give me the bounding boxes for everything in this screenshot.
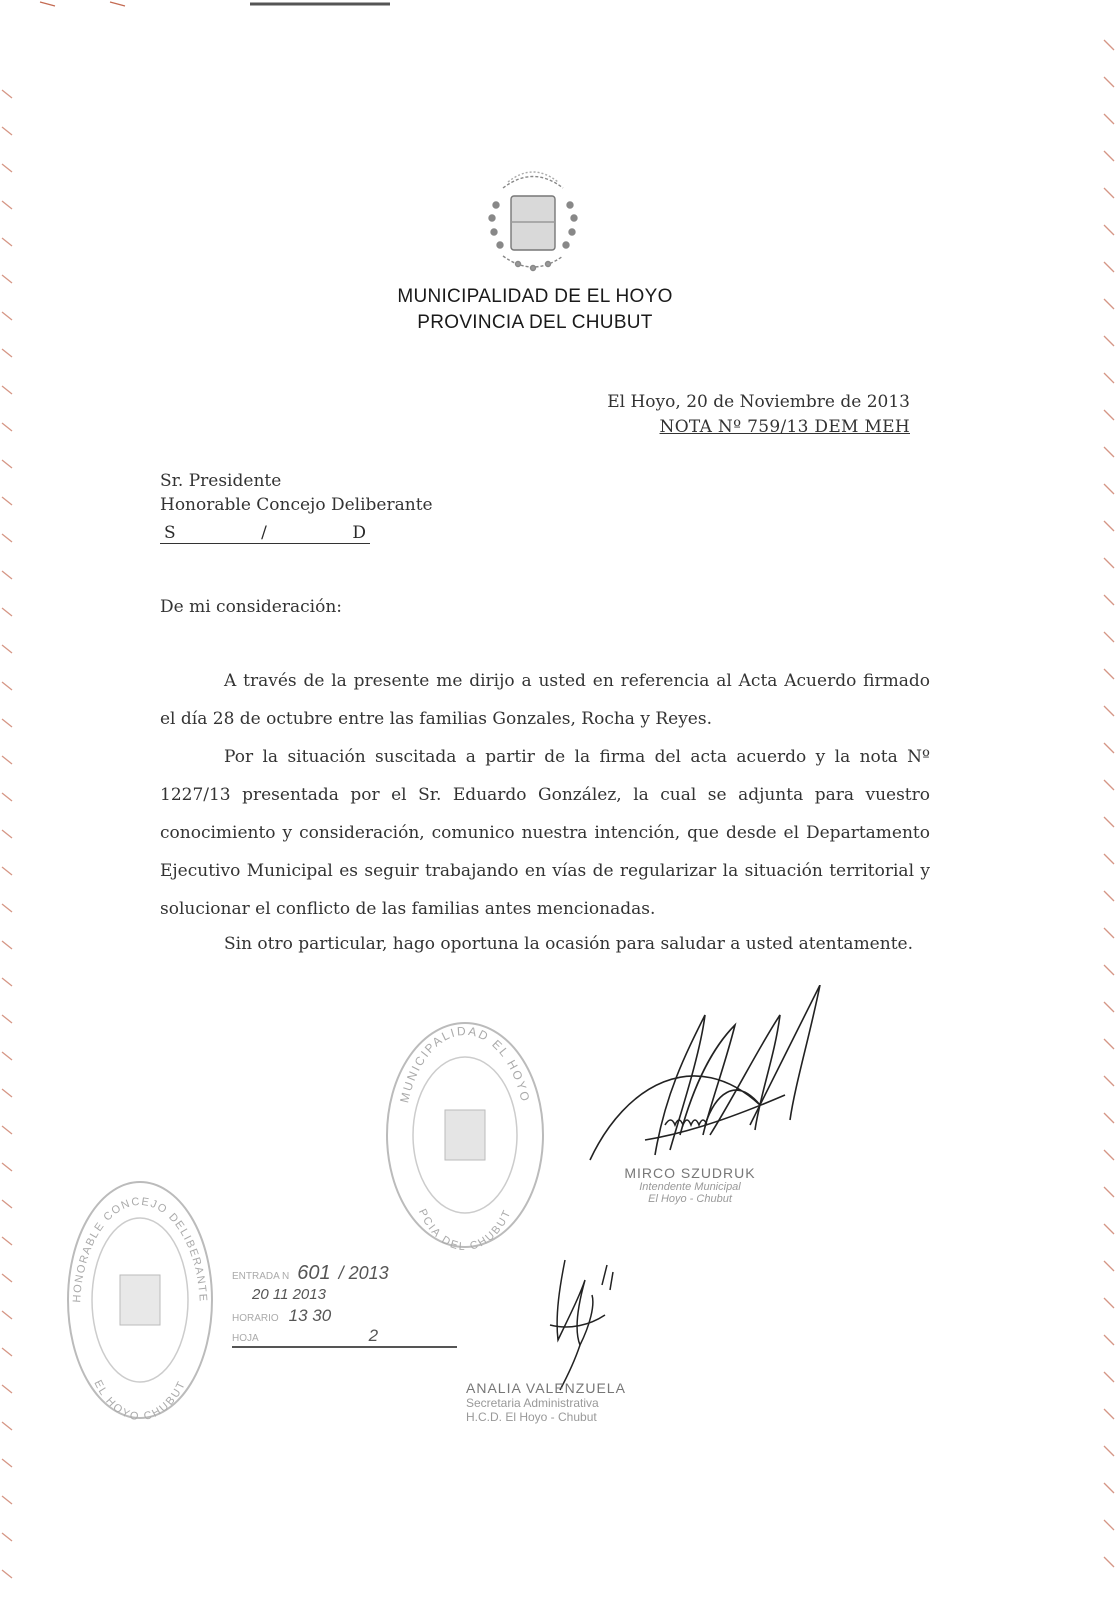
- hoja-value: 2: [368, 1326, 379, 1345]
- signature-2-place: H.C.D. El Hoyo - Chubut: [466, 1410, 597, 1424]
- signature-1-title: Intendente Municipal: [639, 1181, 741, 1193]
- municipal-seal: [380, 1015, 550, 1255]
- left-edge-marks: [0, 0, 30, 1600]
- signature-1-place: El Hoyo - Chubut: [648, 1193, 732, 1205]
- paragraph-1: A través de la presente me dirijo a usted en referencia al Acta Acuerdo firmado el día 28 de octubre entre las familias Gonzales, Rocha y Reyes.: [160, 671, 930, 729]
- reception-stamp: [232, 1262, 472, 1348]
- signature-2-scribble: [530, 1255, 640, 1395]
- recipient-line-1: Sr. Presidente: [160, 471, 282, 491]
- signature-2-title: Secretaria Administrativa: [466, 1396, 599, 1410]
- entrada-value: 601: [297, 1262, 331, 1284]
- coat-of-arms-logo: [478, 160, 588, 285]
- signature-2-block: [466, 1380, 646, 1424]
- svg-text:PCIA DEL CHUBUT: [416, 1207, 514, 1253]
- sd-left: S: [164, 523, 176, 543]
- top-edge-marks: [0, 0, 1120, 14]
- salutation: De mi consideración:: [160, 597, 342, 617]
- municipal-seal-text: MUNICIPALIDAD EL HOYO: [397, 1023, 533, 1105]
- signature-2-name: ANALIA VALENZUELA: [466, 1380, 626, 1396]
- concejo-seal-text: HONORABLE CONCEJO DELIBERANTE: [71, 1195, 209, 1303]
- hoja-label: HOJA: [232, 1333, 259, 1344]
- sd-line: [160, 523, 370, 544]
- municipal-seal-bottom-text: PCIA DEL CHUBUT: [415, 1207, 515, 1254]
- signature-1-name: MIRCO SZUDRUK: [624, 1165, 756, 1181]
- sd-right: D: [352, 523, 366, 543]
- entrada-label: ENTRADA N: [232, 1271, 290, 1282]
- recipient-line-2: Honorable Concejo Deliberante: [160, 495, 433, 515]
- hora-value: 13 30: [288, 1306, 332, 1325]
- date-line: El Hoyo, 20 de Noviembre de 2013: [607, 392, 910, 412]
- letter-body: [160, 662, 930, 960]
- note-number: NOTA Nº 759/13 DEM MEH: [659, 417, 910, 437]
- right-edge-marks: [1090, 0, 1120, 1600]
- closing-paragraph: Sin otro particular, hago oportuna la ocasión para saludar a usted atentamente.: [224, 934, 913, 954]
- svg-text:EL HOYO CHUBUT: [91, 1378, 188, 1423]
- sd-mid: /: [261, 523, 267, 543]
- signature-1-scribble: [585, 985, 845, 1185]
- stamp-date: 20 11 2013: [252, 1286, 326, 1303]
- hora-label: HORARIO: [232, 1313, 279, 1324]
- province-title: PROVINCIA DEL CHUBUT: [417, 312, 653, 333]
- concejo-seal: [60, 1175, 220, 1425]
- concejo-seal-bottom-text: EL HOYO CHUBUT: [91, 1378, 189, 1424]
- signature-1-block: [605, 1165, 775, 1205]
- entrada-year: / 2013: [338, 1263, 389, 1283]
- paragraph-2: Por la situación suscitada a partir de la firma del acta acuerdo y la nota Nº 1227/13 presentada por el Sr. Eduardo González, la cual se adjunta para vuestro conocimiento y consideración, comunico nuestra intención, que desde el Departamento Ejecutivo Municipal es seguir trabajando en vías de regularizar la situación territorial y solucionar el conflicto de las familias antes mencionadas.: [160, 747, 930, 919]
- municipality-title: MUNICIPALIDAD DE EL HOYO: [397, 286, 673, 307]
- svg-text:MUNICIPALIDAD EL HOYO: [397, 1024, 533, 1104]
